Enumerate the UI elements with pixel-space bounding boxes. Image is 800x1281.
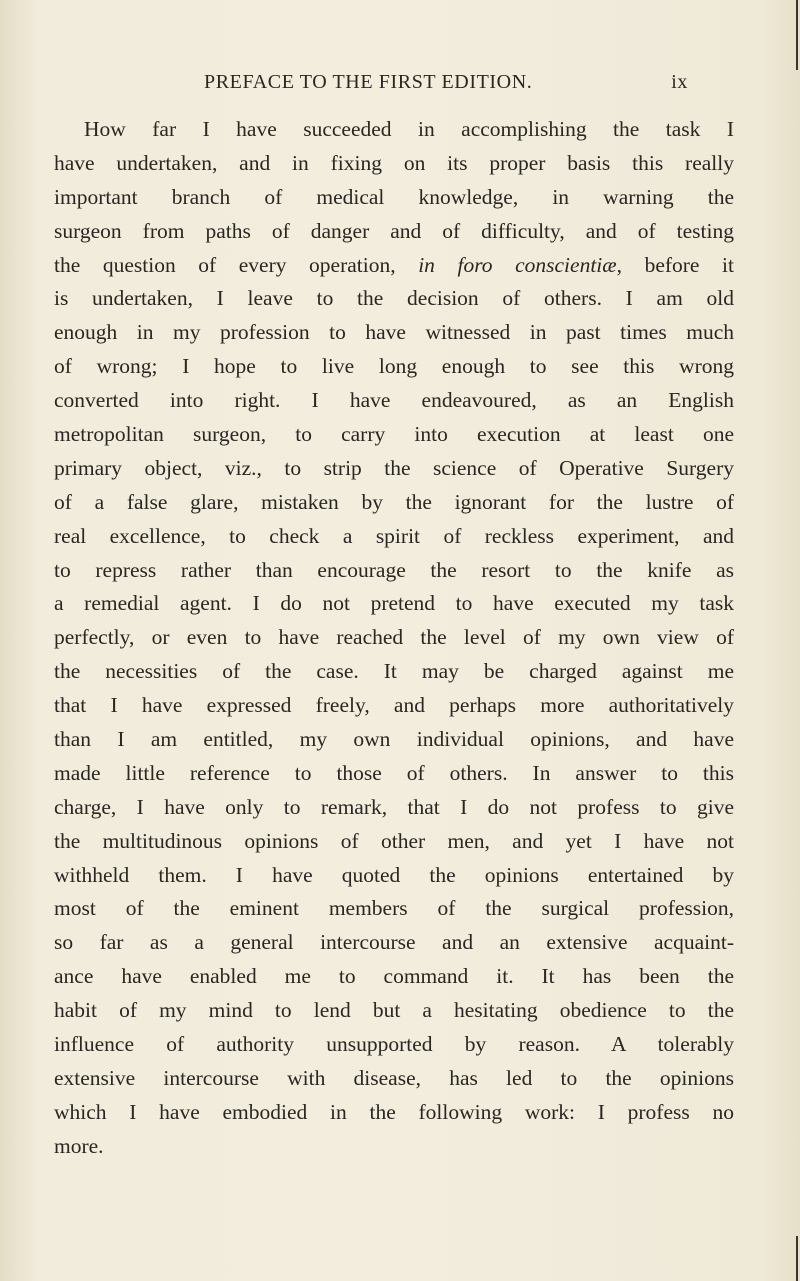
text-line: than I am entitled, my own individual opinions, and have (54, 727, 734, 752)
page-edge-mark-top (796, 0, 798, 70)
text-line: perfectly, or even to have reached the level of my own view of (54, 625, 734, 650)
text-line: enough in my profession to have witnessed in past times much (54, 320, 734, 345)
page-header (190, 71, 710, 101)
text-line: converted into right. I have endeavoured, as an English (54, 388, 734, 413)
text-line: ance have enabled me to command it. It has been the (54, 964, 734, 989)
text-line: of wrong; I hope to live long enough to see this wrong (54, 354, 734, 379)
text-line: influence of authority unsupported by reason. A tolerably (54, 1032, 734, 1057)
text-line: that I have expressed freely, and perhaps more authoritatively (54, 693, 734, 718)
body-paragraph (54, 113, 734, 1164)
text-line: the necessities of the case. It may be charged against me (54, 659, 734, 684)
page-number: ix (671, 71, 688, 93)
text-line: to repress rather than encourage the resort to the knife as (54, 557, 734, 582)
text-line: most of the eminent members of the surgical profession, (54, 896, 734, 921)
text-line: extensive intercourse with disease, has led to the opinions (54, 1065, 734, 1090)
text-line: real excellence, to check a spirit of reckless experiment, and (54, 523, 734, 548)
text-line: primary object, viz., to strip the science of Operative Surgery (54, 455, 734, 480)
text-line: the question of every operation, in foro conscientiæ, before it (54, 252, 734, 277)
text-line: a remedial agent. I do not pretend to have executed my task (54, 591, 734, 616)
italic-phrase: in foro conscientiæ (418, 252, 617, 277)
text-line: of a false glare, mistaken by the ignorant for the lustre of (54, 489, 734, 514)
running-title: PREFACE TO THE FIRST EDITION. (204, 71, 533, 93)
text-line: is undertaken, I leave to the decision of others. I am old (54, 286, 734, 311)
text-line: withheld them. I have quoted the opinions entertained by (54, 862, 734, 887)
text-line: important branch of medical knowledge, in warning the (54, 184, 734, 209)
text-line: the multitudinous opinions of other men, and yet I have not (54, 828, 734, 853)
text-line: have undertaken, and in fixing on its proper basis this really (54, 150, 734, 175)
text-line: made little reference to those of others. In answer to this (54, 760, 734, 785)
text-line: charge, I have only to remark, that I do not profess to give (54, 794, 734, 819)
text-line: more. (54, 1133, 104, 1158)
text-line: surgeon from paths of danger and of difficulty, and of testing (54, 218, 734, 243)
text-line: which I have embodied in the following work: I profess no (54, 1099, 734, 1124)
text-line: How far I have succeeded in accomplishing the task I (84, 117, 734, 141)
text-line: so far as a general intercourse and an extensive acquaint- (54, 930, 734, 955)
text-line: metropolitan surgeon, to carry into execution at least one (54, 422, 734, 447)
text-line: habit of my mind to lend but a hesitating obedience to the (54, 998, 734, 1023)
page-edge-mark-bottom (796, 1236, 798, 1281)
